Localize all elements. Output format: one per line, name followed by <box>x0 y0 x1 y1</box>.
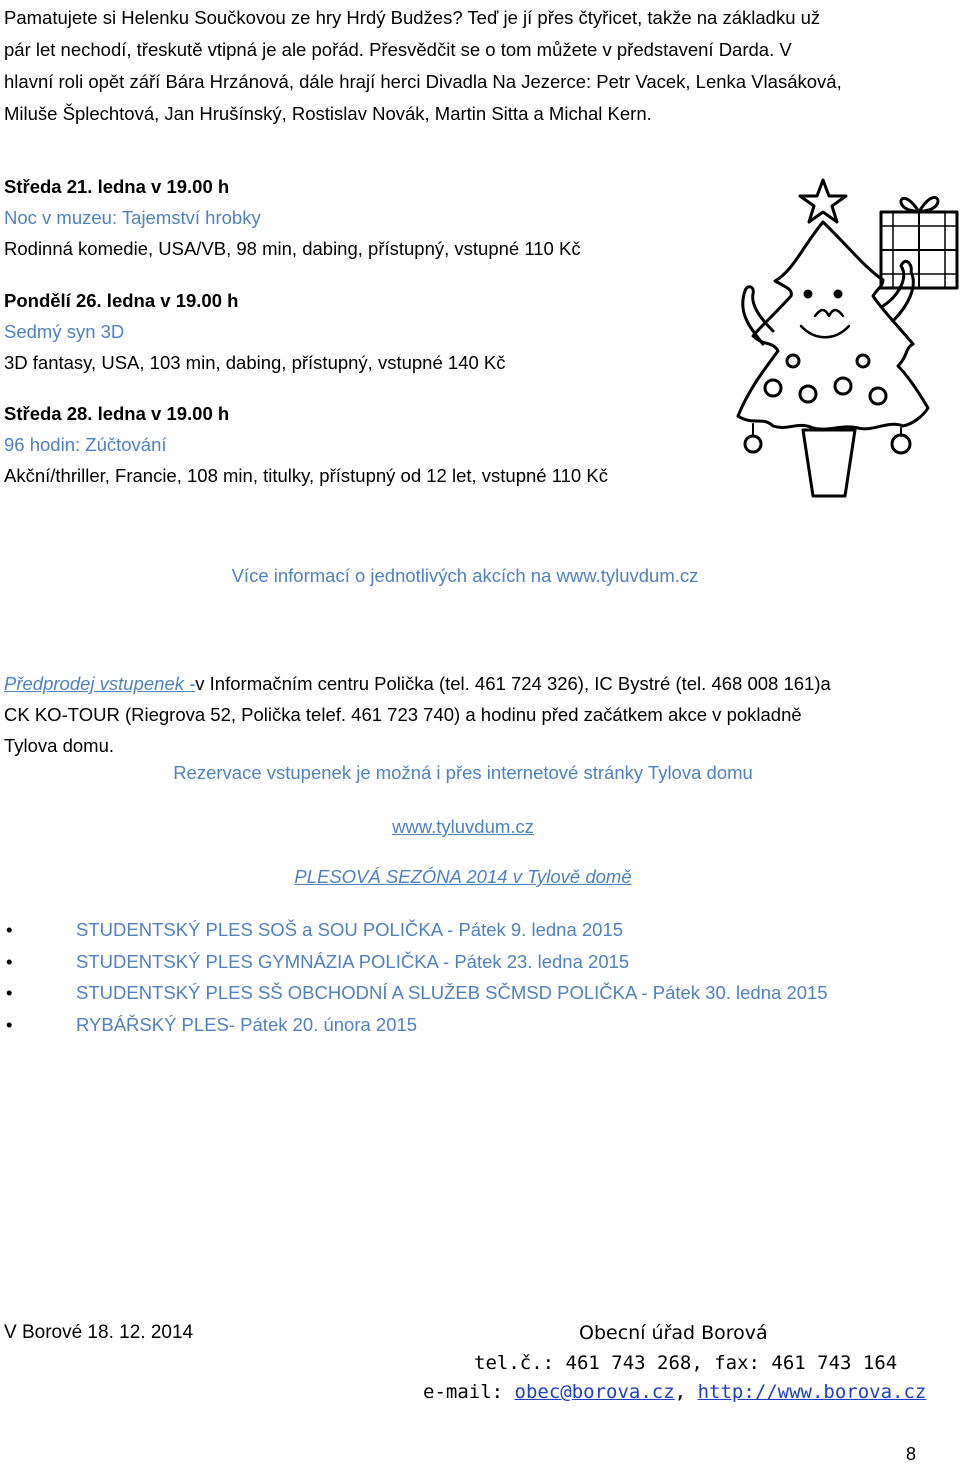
intro-line: Miluše Šplechtová, Jan Hrušínský, Rostislav Novák, Martin Sitta a Michal Kern. <box>4 103 652 124</box>
list-item <box>4 977 828 1009</box>
bullet-icon: • <box>6 1013 13 1035</box>
footer-place-date: V Borové 18. 12. 2014 <box>4 1322 194 1343</box>
event-3 <box>4 398 608 491</box>
event-title: Sedmý syn 3D <box>4 321 125 342</box>
more-info <box>0 565 930 587</box>
star-icon <box>800 180 846 222</box>
presale-info <box>4 668 934 761</box>
ball-item-text: STUDENTSKÝ PLES SŠ OBCHODNÍ A SLUŽEB SČMSD POLIČKA - Pátek 30. ledna 2015 <box>76 982 828 1003</box>
intro-paragraph <box>4 2 954 130</box>
event-date: Středa 21. ledna v 19.00 h <box>4 176 230 197</box>
ornament <box>800 386 816 402</box>
footer-email-link[interactable]: obec@borova.cz <box>514 1381 675 1403</box>
footer-contacts <box>423 1381 926 1403</box>
ornament <box>835 378 851 394</box>
event-title: Noc v muzeu: Tajemství hrobky <box>4 207 261 228</box>
event-description: 3D fantasy, USA, 103 min, dabing, přístupný, vstupné 140 Kč <box>4 352 506 373</box>
bullet-icon: • <box>6 982 13 1003</box>
intro-line: hlavní roli opět září Bára Hrzánová, dále hrají herci Divadla Na Jezerce: Petr Vacek, Lenka Vlasáková, <box>4 71 842 92</box>
presale-text: CK KO-TOUR (Riegrova 52, Polička telef. 461 723 740) <box>4 704 461 725</box>
reservation-text: Rezervace vstupenek je možná i přes internetové stránky Tylova domu <box>173 762 753 783</box>
event-description: Akční/thriller, Francie, 108 min, titulky, přístupný od 12 let, vstupné 110 Kč <box>4 465 608 486</box>
event-2 <box>4 285 506 378</box>
ornament <box>870 388 886 404</box>
season-title: PLESOVÁ SEZÓNA 2014 v Tylově domě <box>294 866 632 887</box>
ball-item-text: STUDENTSKÝ PLES SOŠ a SOU POLIČKA - Pátek 9. ledna 2015 <box>76 919 624 940</box>
list-item <box>4 946 828 978</box>
bullet-icon: • <box>6 950 13 972</box>
presale-text: v Informačním centru Polička (tel. 461 724 326), IC Bystré (tel. 468 008 161)a <box>195 673 831 694</box>
presale-text: Tylova domu. <box>4 735 115 756</box>
bullet-icon: • <box>6 919 13 940</box>
footer-email-label: e-mail: <box>423 1381 515 1403</box>
ornament <box>892 435 910 453</box>
more-info-text: Více informací o jednotlivých akcích na <box>231 565 557 586</box>
event-title: 96 hodin: Zúčtování <box>4 434 167 455</box>
list-item <box>4 914 828 946</box>
ornament <box>857 355 869 367</box>
presale-text: a hodinu před začátkem akce v pokladně <box>460 704 802 725</box>
event-description: Rodinná komedie, USA/VB, 98 min, dabing, přístupný, vstupné 110 Kč <box>4 238 581 259</box>
more-info-link[interactable]: www.tyluvdum.cz <box>556 565 699 586</box>
ball-item-text: STUDENTSKÝ PLES GYMNÁZIA POLIČKA - Pátek 23. ledna 2015 <box>76 950 630 972</box>
page-number: 8 <box>906 1444 917 1464</box>
ball-list <box>4 914 828 1040</box>
presale-lead: Předprodej vstupenek - <box>4 673 196 694</box>
intro-line: pár let nechodí, třeskutě vtipná je ale pořád. Přesvědčit se o tom můžete v představení Darda. V <box>4 39 792 60</box>
event-date: Středa 28. ledna v 19.00 h <box>4 403 230 424</box>
intro-line: Pamatujete si Helenku Součkovou ze hry Hrdý Budžes? Teď je jí přes čtyřicet, takže na základku už <box>4 7 821 28</box>
ornament <box>765 380 781 396</box>
footer-phone: tel.č.: 461 743 268, fax: 461 743 164 <box>474 1352 898 1374</box>
footer-office: Obecní úřad Borová <box>579 1322 768 1344</box>
list-item <box>4 1009 828 1041</box>
event-1 <box>4 171 581 264</box>
footer-separator: , <box>674 1381 698 1403</box>
website-link[interactable]: www.tyluvdum.cz <box>392 816 534 837</box>
event-date: Pondělí 26. ledna v 19.00 h <box>4 290 239 311</box>
ornament <box>787 355 799 367</box>
ball-item-text: RYBÁŘSKÝ PLES- Pátek 20. února 2015 <box>76 1013 418 1035</box>
footer-web-link[interactable]: http://www.borova.cz <box>697 1381 927 1403</box>
ornament <box>745 436 761 452</box>
pot-icon <box>803 430 855 496</box>
christmas-tree-icon <box>733 176 960 508</box>
